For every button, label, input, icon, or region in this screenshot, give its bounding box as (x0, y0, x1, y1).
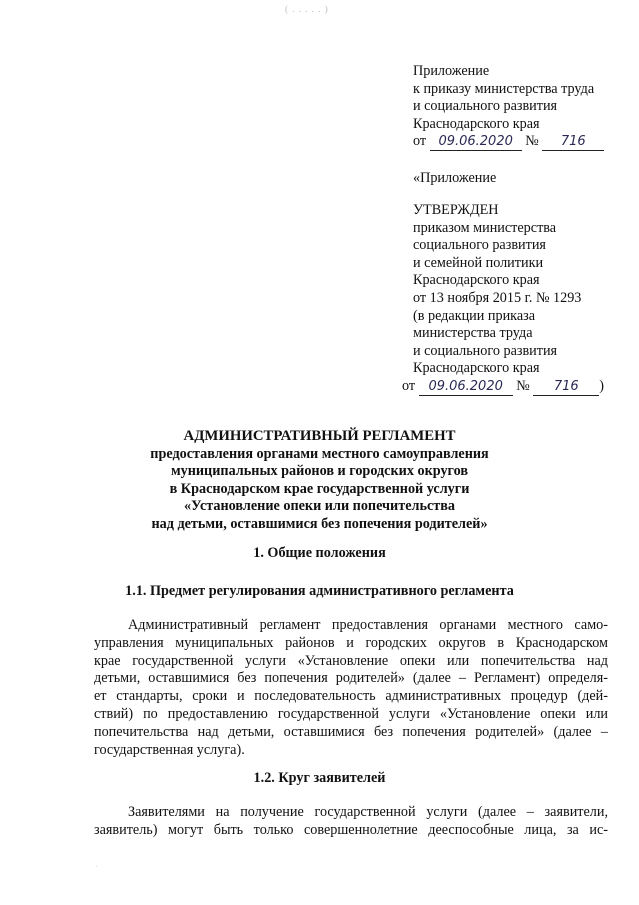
paragraph-line: детьми, оставшимися без попечения родителей» (далее – Регламент) определя- (94, 670, 608, 687)
paragraph-line: Административный регламент предоставления органами местного само- (128, 617, 608, 633)
approved-block (402, 202, 605, 396)
title-line: «Установление опеки или попечительства (184, 498, 455, 515)
approved-line: (в редакции приказа (413, 307, 536, 324)
title-line: муниципальных районов и городских округов (170, 463, 469, 480)
appendix-quote-line: «Приложение (413, 170, 497, 186)
paragraph-line: Заявителями на получение государственной услуги (далее – заявители, (128, 804, 608, 820)
number-label: № (525, 133, 539, 150)
approved-line: приказом министерства (413, 219, 557, 236)
title-line: в Краснодарском крае государственной услуги (169, 480, 470, 497)
appendix-line: Краснодарского края (413, 115, 540, 132)
appendix-block (413, 63, 604, 151)
paragraph-line: крае государственной услуги «Установление опеки или попечительства над (94, 652, 608, 669)
title-main: АДМИНИСТРАТИВНЫЙ РЕГЛАМЕНТ (183, 428, 456, 444)
approved-line: Краснодарского края (413, 272, 540, 289)
section-heading-1-1: 1.1. Предмет регулирования административного регламента (125, 583, 514, 599)
from-label: от (402, 377, 416, 394)
number-label: № (516, 377, 530, 394)
approved-line: социального развития (413, 237, 546, 254)
section-heading-1: 1. Общие положения (253, 545, 386, 561)
appendix-quote (413, 170, 496, 188)
paragraph-line: ствий) по предоставлению государственной услуги «Установление опеки или (94, 705, 608, 722)
approved-line: и социального развития (413, 342, 558, 359)
paragraph-1 (94, 617, 608, 759)
paragraph-2 (94, 804, 608, 840)
paragraph-line: государственная услуга). (94, 741, 245, 758)
approved-line: Краснодарского края (413, 360, 540, 377)
from-label: от (413, 133, 427, 150)
approved-line: и семейной политики (413, 254, 544, 271)
handwritten-date: 09.06.2020 (419, 379, 513, 396)
title-line: над детьми, оставшимися без попечения родителей» (151, 515, 488, 532)
title-line: предоставления органами местного самоуправления (150, 445, 489, 462)
handwritten-date: 09.06.2020 (430, 134, 522, 151)
handwritten-number: 716 (542, 134, 604, 151)
page-mark: ( . . . . . ) (285, 4, 329, 14)
appendix-line: Приложение (413, 63, 490, 79)
approved-line: от 13 ноября 2015 г. № 1293 (413, 289, 582, 306)
closing-paren: ) (599, 377, 605, 394)
paragraph-line: ет стандарты, сроки и последовательность административных процедур (дей- (94, 688, 608, 705)
approved-date-line (402, 378, 604, 396)
scan-artifact: · (95, 862, 98, 871)
paragraph-line: управления муниципальных районов и городских округов в Краснодарском (94, 634, 608, 651)
section-heading-1-2: 1.2. Круг заявителей (253, 770, 386, 786)
appendix-date-line (413, 133, 604, 151)
appendix-line: к приказу министерства труда (413, 80, 595, 97)
document-title (0, 428, 639, 534)
appendix-line: и социального развития (413, 98, 558, 115)
paragraph-line: попечительства над детьми, оставшимися без попечения родителей» (далее – (94, 723, 608, 740)
approved-line: министерства труда (413, 325, 533, 342)
handwritten-number: 716 (533, 379, 599, 396)
paragraph-line: заявитель) могут быть только совершеннолетние дееспособные лица, за ис- (94, 821, 608, 838)
approved-title: УТВЕРЖДЕН (413, 202, 499, 218)
